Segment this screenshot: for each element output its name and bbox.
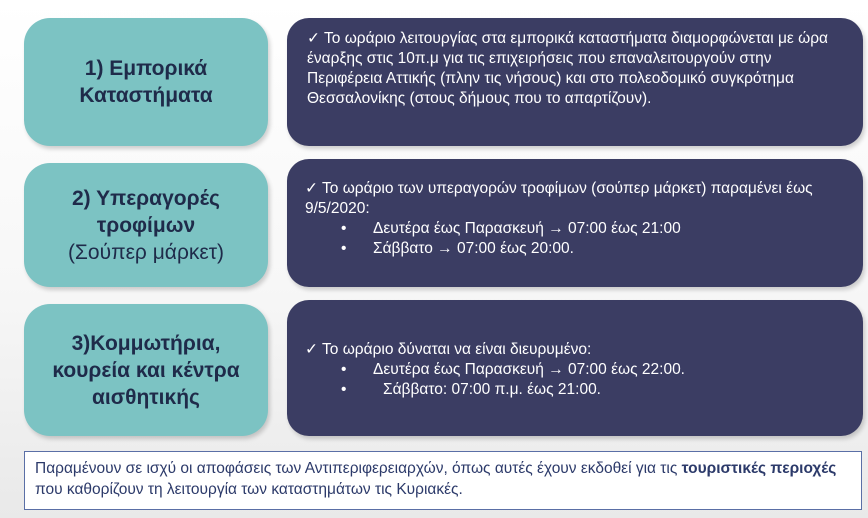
section-1-text: ✓ Το ωράριο λειτουργίας στα εμπορικά καταστήματα διαμορφώνεται με ώρα έναρξης στις 10π.μ για τις επιχειρήσεις που επαναλειτουργούν στην Περιφέρεια Αττικής (πλην τις νήσους) και στο πολεοδομικό συγκρότημα Θεσσαλονίκης (στους δήμους που το απαρτίζουν). [307,30,828,107]
section-3-title: 3)Κομμωτήρια, κουρεία και κέντρα αισθητικής [52,331,240,409]
list-item: • Δευτέρα έως Παρασκευή → 07:00 έως 22:00. [373,360,843,380]
section-3-content-box [287,300,863,436]
section-2-bullet-list [373,219,843,259]
section-2-content-box [287,159,863,287]
section-2-heading-box [24,163,268,287]
list-item: • Σάββατο: 07:00 π.μ. έως 21:00. [373,380,843,400]
section-3-bullet-list [373,360,843,400]
section-2-text: ✓ Το ωράριο των υπεραγορών τροφίμων (σούπερ μάρκετ) παραμένει έως 9/5/2020: [305,180,813,217]
note-text: Παραμένουν σε ισχύ οι αποφάσεις των Αντιπεριφερειαρχών, όπως αυτές έχουν εκδοθεί για τις [35,460,682,477]
section-1-content-box [287,18,863,146]
section-3-text: ✓ Το ωράριο δύναται να είναι διευρυμένο: [305,341,592,358]
list-item: • Σάββατο → 07:00 έως 20:00. [373,239,843,259]
note-text-end: που καθορίζουν τη λειτουργία των καταστημάτων τις Κυριακές. [35,481,463,498]
list-item: • Δευτέρα έως Παρασκευή → 07:00 έως 21:00 [373,219,843,239]
note-box [24,451,862,510]
section-1-title: 1) Εμπορικά Καταστήματα [79,57,213,107]
note-bold-text: τουριστικές περιοχές [681,460,837,477]
section-2-title: 2) Υπεραγορές τροφίμων [72,186,220,237]
section-3-heading-box [24,304,268,436]
section-2-subtitle: (Σούπερ μάρκετ) [67,240,225,264]
section-1-heading-box [24,18,268,146]
